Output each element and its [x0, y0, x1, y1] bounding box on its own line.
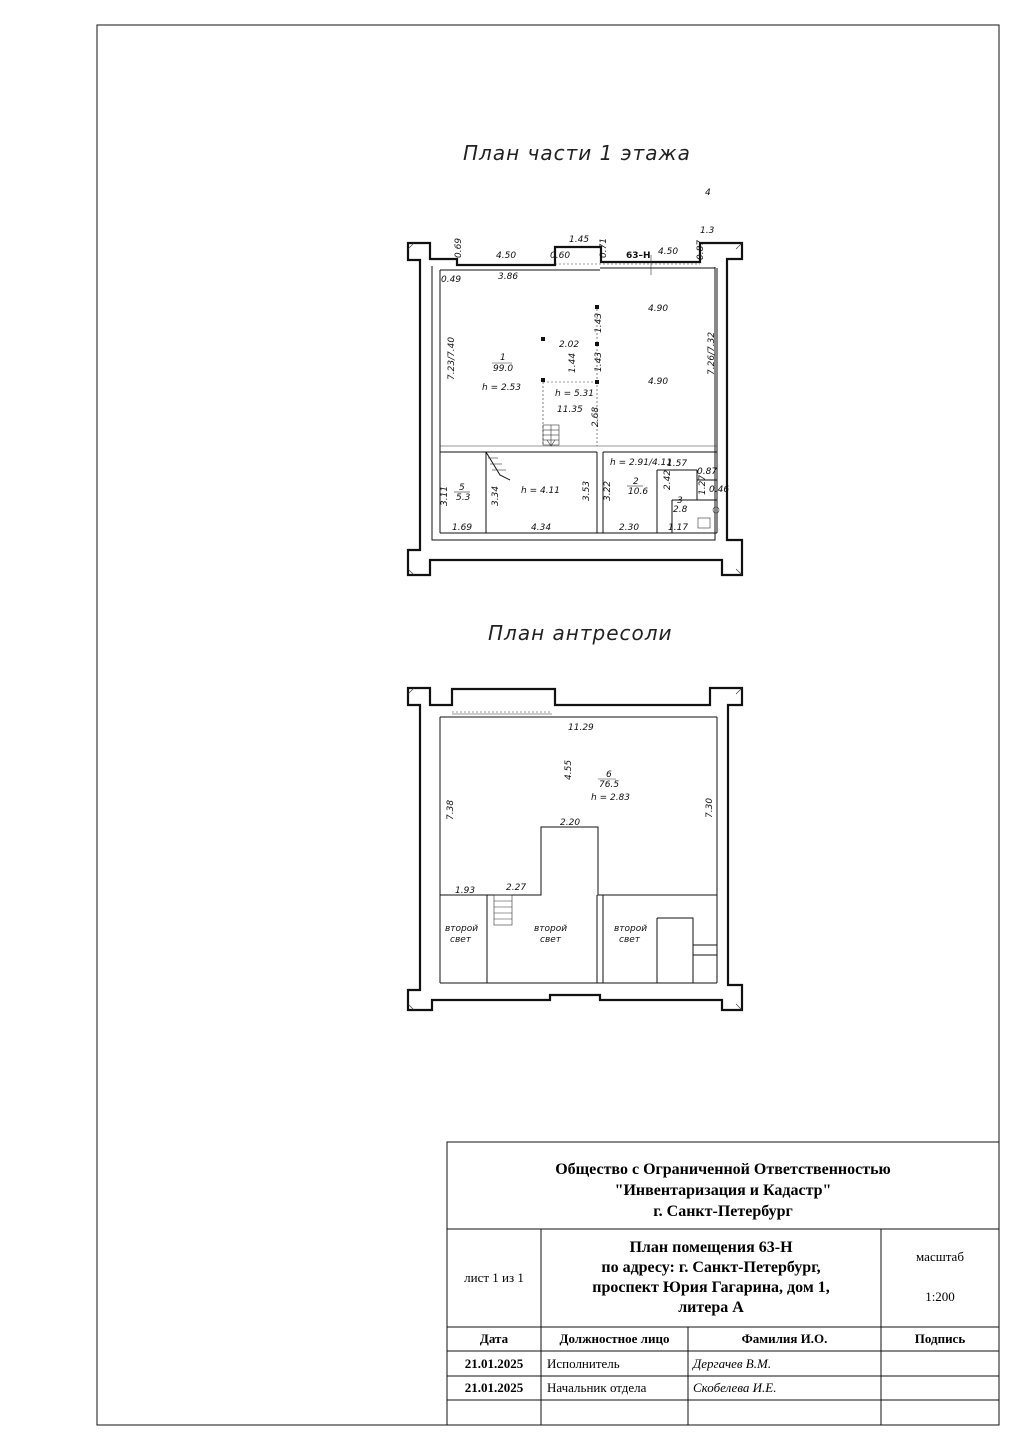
dim-top-c: 1.45 — [569, 235, 590, 245]
dim-r3-h: 1.27 — [698, 474, 708, 495]
dim-b4: 1.17 — [668, 523, 689, 533]
dim-top-e: 4.50 — [658, 247, 679, 257]
void-label-3a: второй — [614, 924, 648, 934]
room3-area: 2.8 — [673, 505, 688, 515]
dim-r4-w: 0.46 — [709, 485, 730, 495]
dim-v2: 4.90 — [648, 377, 669, 387]
room1-number: 1 — [500, 353, 506, 363]
unit-label: 63–Н — [626, 251, 651, 261]
document-title — [541, 1229, 881, 1327]
header-signature: Подпись — [914, 1331, 966, 1346]
room2-number: 2 — [633, 477, 639, 487]
row2-position: Начальник отдела — [547, 1380, 647, 1395]
room1-height: h = 2.53 — [482, 383, 522, 393]
room3-number: 3 — [677, 496, 683, 506]
opening-height: h = 5.31 — [555, 389, 595, 399]
hall-height: h = 4.11 — [521, 486, 561, 496]
organization-name — [447, 1150, 999, 1230]
dim-top-d: 0.71 — [599, 237, 609, 258]
dim-opening-d: 2.68 — [591, 406, 601, 427]
row2-date: 21.01.2025 — [464, 1380, 524, 1395]
rooms-2-4-height: h = 2.91/4.11 — [610, 458, 673, 468]
dim-top-b: 0.60 — [550, 251, 571, 261]
floor1-plan — [408, 188, 742, 575]
room4-number: 4 — [705, 188, 711, 198]
row1-name: Дергачев В.М. — [693, 1355, 772, 1371]
dim-mid-a: 3.53 — [582, 480, 592, 501]
title-block — [447, 1142, 999, 1425]
room6-area: 76.5 — [599, 780, 620, 790]
dim-inner-top: 3.86 — [498, 272, 519, 282]
sheet-number: лист 1 из 1 — [464, 1270, 524, 1285]
mezz-dim-bottom-left: 1.93 — [455, 886, 476, 896]
room6-height: h = 2.83 — [591, 793, 631, 803]
row2-name: Скобелева И.Е. — [693, 1380, 777, 1395]
dim-top-a: 4.50 — [496, 251, 517, 261]
dim-r2-w: 1.57 — [667, 459, 688, 469]
dim-r3-w: 0.87 — [697, 467, 718, 477]
mezz-dim-stair: 2.27 — [506, 883, 527, 893]
mezz-dim-depth: 4.55 — [564, 759, 574, 780]
doc-line-1: План помещения 63-Н — [629, 1239, 793, 1256]
row1-position: Исполнитель — [547, 1355, 620, 1371]
dim-w2: 1.44 — [568, 352, 578, 373]
dim-w1: 2.02 — [559, 340, 580, 350]
void-label-1a: второй — [445, 924, 479, 934]
mezz-dim-top: 11.29 — [568, 723, 594, 733]
header-position: Должностное лицо — [559, 1331, 670, 1346]
dim-r5-h: 3.11 — [440, 485, 450, 506]
dim-stair-h: 3.34 — [491, 485, 501, 506]
dim-w4: 1.43 — [594, 351, 604, 372]
org-line-1: Общество с Ограниченной Ответственностью — [555, 1160, 891, 1178]
room2-area: 10.6 — [628, 487, 649, 497]
void-label-1b: свет — [450, 935, 472, 945]
scale-label: масштаб — [916, 1249, 964, 1264]
mezz-dim-opening: 2.20 — [560, 818, 581, 828]
stair-symbol-2 — [486, 452, 510, 480]
org-line-2: "Инвентаризация и Кадастр" — [614, 1181, 832, 1199]
room1-area: 99.0 — [493, 364, 514, 374]
dim-b2: 4.34 — [531, 523, 552, 533]
dim-mid-b: 3.22 — [603, 480, 613, 501]
doc-line-3: проспект Юрия Гагарина, дом 1, — [592, 1279, 830, 1296]
mezz-dim-left-h: 7.38 — [446, 799, 456, 820]
dim-w3: 1.43 — [594, 312, 604, 333]
dim-opening-w: 11.35 — [557, 405, 583, 415]
dim-corner: 0.49 — [441, 275, 462, 285]
void-label-2a: второй — [534, 924, 568, 934]
dim-left-h: 7.23/7.40 — [447, 336, 457, 380]
dim-b3: 2.30 — [619, 523, 640, 533]
mezzanine-title: План антресоли — [488, 621, 673, 645]
doc-line-4: литера А — [678, 1299, 744, 1316]
void-label-2b: свет — [540, 935, 562, 945]
doc-line-2: по адресу: г. Санкт-Петербург, — [601, 1259, 821, 1276]
scale-value: 1:200 — [925, 1289, 955, 1304]
room6-number: 6 — [606, 770, 612, 780]
header-date: Дата — [479, 1331, 509, 1346]
dim-v1: 4.90 — [648, 304, 669, 314]
mezz-stair-symbol — [494, 895, 512, 925]
row1-date: 21.01.2025 — [464, 1355, 524, 1371]
org-line-3: г. Санкт-Петербург — [653, 1202, 793, 1220]
room5-area: 5.3 — [456, 493, 471, 503]
mezz-dim-right-h: 7.30 — [705, 797, 715, 818]
dim-r2-h: 2.42 — [663, 469, 673, 490]
stair-symbol — [543, 425, 559, 446]
room5-number: 5 — [459, 483, 465, 493]
floor1-title: План части 1 этажа — [463, 141, 691, 165]
header-name: Фамилия И.О. — [741, 1331, 828, 1346]
dim-top-f: 0.87 — [696, 239, 706, 260]
dim-left-top: 0.69 — [454, 237, 464, 258]
mezzanine-plan — [408, 688, 742, 1010]
dim-right-h: 7.26/7.32 — [707, 331, 717, 375]
void-label-3b: свет — [619, 935, 641, 945]
room4-area: 1.3 — [700, 226, 715, 236]
dim-b1: 1.69 — [452, 523, 473, 533]
